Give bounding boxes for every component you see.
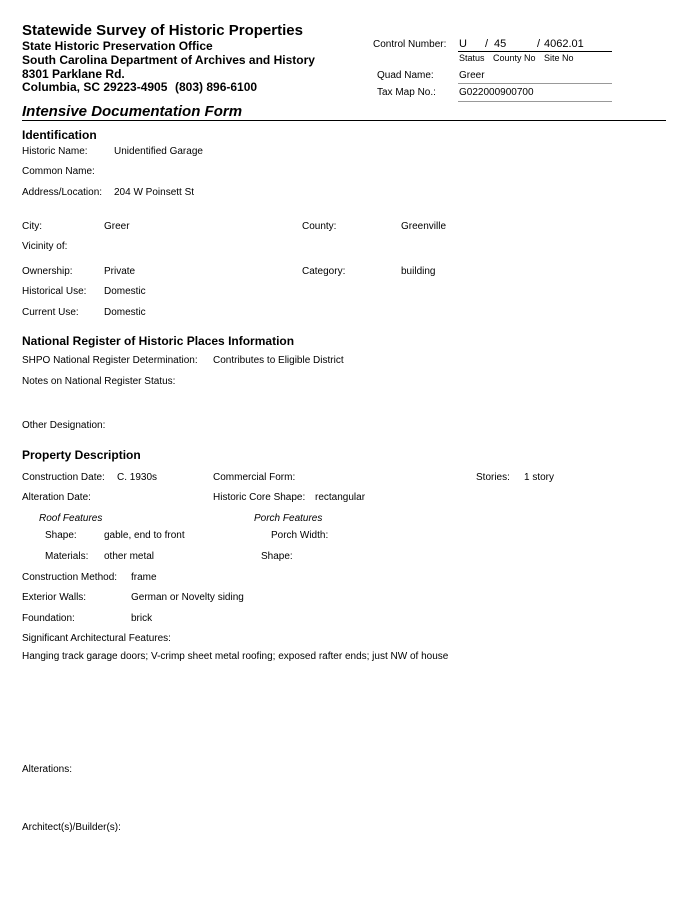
historic-name-value: Unidentified Garage [114,146,203,157]
construction-date-value: C. 1930s [117,472,158,483]
department-name: South Carolina Department of Archives and History [22,53,315,67]
quad-name-label: Quad Name: [377,70,434,81]
quad-name-value: Greer [459,70,485,81]
quad-name-underline [458,83,612,84]
porch-shape-label: Shape: [261,551,293,562]
control-sep-1: / [485,38,489,50]
foundation-value: brick [131,613,153,624]
common-name-label: Common Name: [22,166,95,177]
form-title-rule [22,120,666,121]
vicinity-label: Vicinity of: [22,241,68,252]
property-description-heading: Property Description [22,448,141,462]
address-label: Address/Location: [22,187,103,198]
county-value: Greenville [401,221,447,232]
commercial-form-label: Commercial Form: [213,472,296,483]
tax-map-value: G022000900700 [459,87,534,98]
construction-method-value: frame [131,572,157,583]
ownership-value: Private [104,266,136,277]
core-shape-label: Historic Core Shape: [213,492,306,503]
tax-map-underline [458,101,612,102]
control-site-no: 4062.01 [544,38,584,50]
roof-features-heading: Roof Features [39,513,103,524]
other-designation-label: Other Designation: [22,420,106,431]
roof-materials-label: Materials: [45,551,89,562]
control-number-label: Control Number: [373,39,447,50]
control-status: U [459,38,467,50]
foundation-label: Foundation: [22,613,75,624]
city-label: City: [22,221,42,232]
category-label: Category: [302,266,346,277]
exterior-walls-value: German or Novelty siding [131,592,244,603]
shpo-determination-label: SHPO National Register Determination: [22,355,198,366]
current-use-label: Current Use: [22,307,79,318]
control-county-caption: County No [493,53,536,63]
significant-features-value: Hanging track garage doors; V-crimp sheet metal roofing; exposed rafter ends; just NW of house [22,651,449,662]
county-label: County: [302,221,337,232]
control-county-no: 45 [494,38,507,50]
stories-value: 1 story [524,472,555,483]
nr-notes-label: Notes on National Register Status: [22,376,176,387]
city-value: Greer [104,221,130,232]
form-title: Intensive Documentation Form [22,103,243,120]
roof-shape-value: gable, end to front [104,530,185,541]
historical-use-value: Domestic [104,286,146,297]
office-name: State Historic Preservation Office [22,39,213,53]
office-street: 8301 Parklane Rd. [22,67,125,81]
current-use-value: Domestic [104,307,146,318]
control-site-caption: Site No [544,53,574,63]
historical-use-label: Historical Use: [22,286,87,297]
category-value: building [401,266,436,277]
ownership-label: Ownership: [22,266,73,277]
control-status-caption: Status [459,53,485,63]
shpo-determination-value: Contributes to Eligible District [213,355,344,366]
identification-heading: Identification [22,128,97,142]
stories-label: Stories: [476,472,510,483]
historic-name-label: Historic Name: [22,146,88,157]
architect-builder-label: Architect(s)/Builder(s): [22,822,121,833]
nrhp-heading: National Register of Historic Places Information [22,334,295,348]
alterations-label: Alterations: [22,764,73,775]
construction-date-label: Construction Date: [22,472,105,483]
construction-method-label: Construction Method: [22,572,118,583]
roof-materials-value: other metal [104,551,155,562]
control-sep-2: / [537,38,541,50]
porch-width-label: Porch Width: [271,530,329,541]
office-phone: (803) 896-6100 [175,80,258,94]
office-city-zip: Columbia, SC 29223-4905 [22,80,168,94]
survey-title: Statewide Survey of Historic Properties [22,22,303,39]
alteration-date-label: Alteration Date: [22,492,91,503]
address-value: 204 W Poinsett St [114,187,195,198]
significant-features-label: Significant Architectural Features: [22,633,171,644]
core-shape-value: rectangular [315,492,366,503]
control-number-underline [458,51,612,52]
tax-map-label: Tax Map No.: [377,87,436,98]
exterior-walls-label: Exterior Walls: [22,592,87,603]
roof-shape-label: Shape: [45,530,77,541]
porch-features-heading: Porch Features [254,513,323,524]
